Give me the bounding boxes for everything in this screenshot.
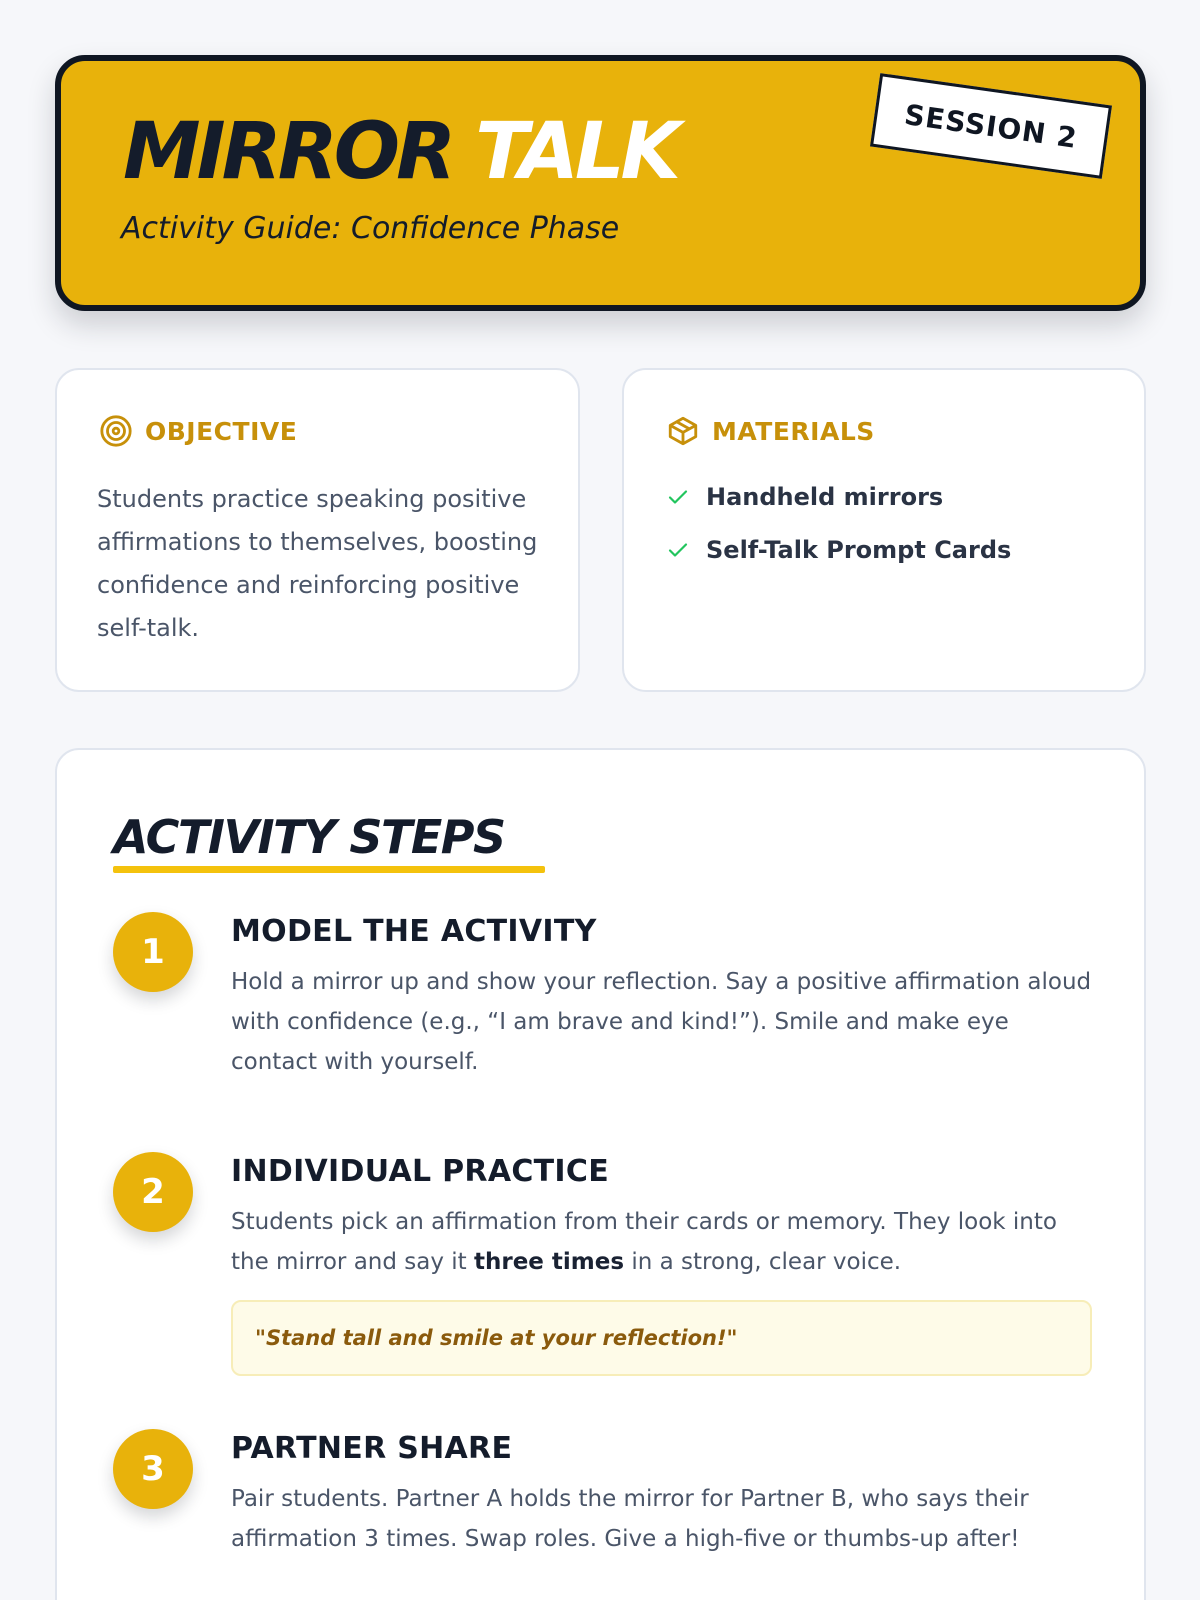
step-text-emphasis: three times bbox=[474, 1249, 625, 1275]
activity-steps-card bbox=[55, 748, 1146, 1600]
step-body bbox=[231, 912, 1096, 1082]
material-label: Self-Talk Prompt Cards bbox=[706, 536, 1012, 564]
step-body bbox=[231, 1429, 1096, 1559]
step-body bbox=[231, 1152, 1096, 1376]
target-icon bbox=[99, 414, 133, 448]
materials-heading: MATERIALS bbox=[712, 416, 875, 446]
step-number-badge: 3 bbox=[113, 1429, 193, 1509]
step-text: Hold a mirror up and show your reflection. Say a positive affirmation aloud with confidence (e.g., “I am brave and kind!”). Smile and make eye contact with yourself. bbox=[231, 969, 1092, 1075]
step-number-badge: 2 bbox=[113, 1152, 193, 1232]
step-title: INDIVIDUAL PRACTICE bbox=[231, 1154, 609, 1189]
list-item bbox=[666, 478, 1011, 516]
step-number-badge: 1 bbox=[113, 912, 193, 992]
title-part-mirror: MIRROR bbox=[123, 107, 453, 197]
step-text-part: Students pick an affirmation from their cards or memory. They look into the mirror and say it bbox=[231, 1209, 1057, 1275]
header-banner bbox=[55, 55, 1146, 311]
check-icon bbox=[666, 538, 690, 562]
materials-header bbox=[666, 414, 875, 448]
title-part-talk: TALK bbox=[475, 107, 677, 197]
materials-card bbox=[622, 368, 1146, 692]
step-title: MODEL THE ACTIVITY bbox=[231, 914, 597, 949]
step-text: Pair students. Partner A holds the mirror for Partner B, who says their affirmation 3 times. Swap roles. Give a high-five or thumbs-up after! bbox=[231, 1486, 1029, 1552]
page-subtitle: Activity Guide: Confidence Phase bbox=[121, 211, 620, 246]
box-icon bbox=[666, 414, 700, 448]
check-icon bbox=[666, 485, 690, 509]
page-title bbox=[123, 107, 677, 197]
objective-header bbox=[99, 414, 297, 448]
objective-card bbox=[55, 368, 580, 692]
session-badge: SESSION 2 bbox=[870, 73, 1112, 179]
quote-text: "Stand tall and smile at your reflection!" bbox=[255, 1326, 738, 1350]
materials-list bbox=[666, 478, 1011, 584]
material-label: Handheld mirrors bbox=[706, 483, 944, 511]
step-text-part: in a strong, clear voice. bbox=[624, 1249, 902, 1275]
steps-heading: ACTIVITY STEPS bbox=[113, 810, 505, 864]
objective-heading: OBJECTIVE bbox=[145, 416, 298, 446]
step-text bbox=[231, 1202, 1096, 1282]
step-title: PARTNER SHARE bbox=[231, 1431, 513, 1466]
list-item bbox=[666, 531, 1011, 569]
heading-underline bbox=[113, 866, 545, 873]
quote-box bbox=[231, 1300, 1092, 1376]
objective-text: Students practice speaking positive affirmations to themselves, boosting confidence and reinforcing positive self-talk. bbox=[97, 485, 538, 642]
